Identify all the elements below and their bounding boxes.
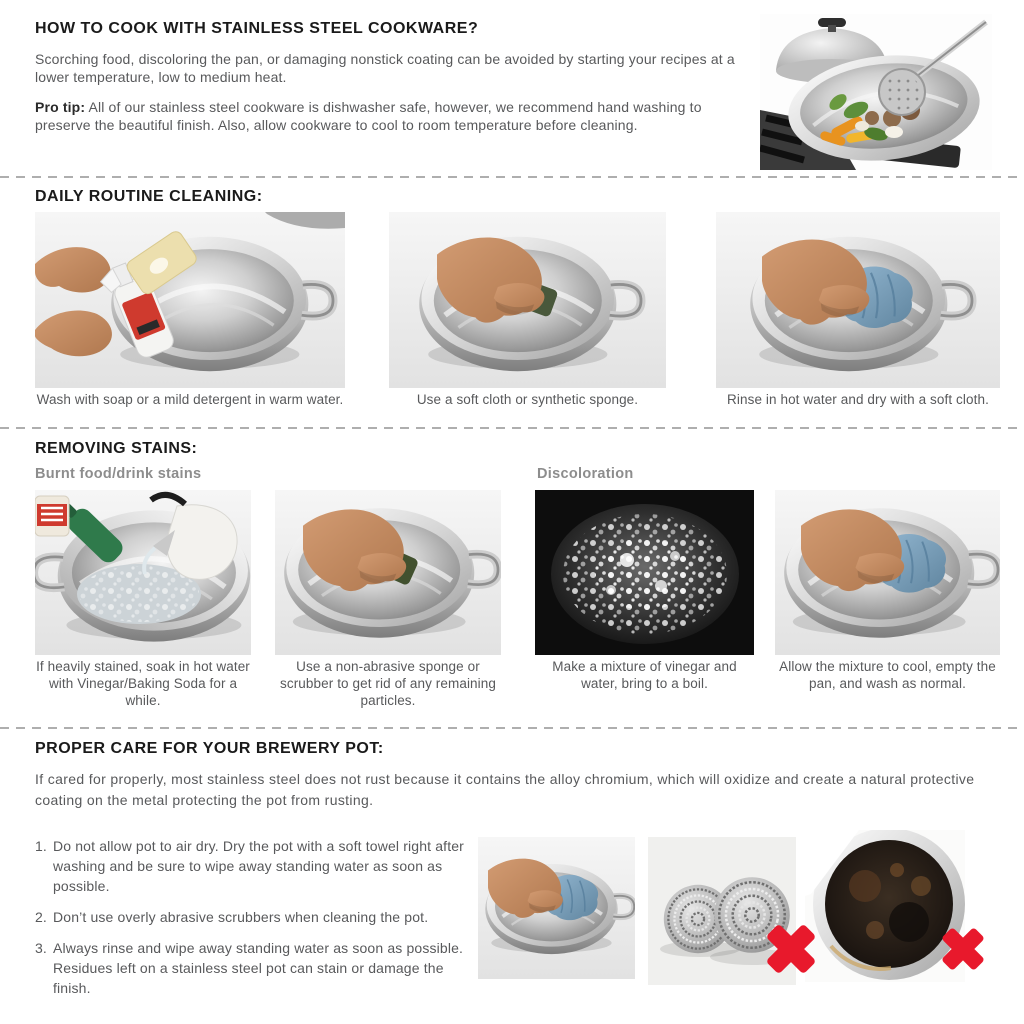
section-heading-how-to-cook: HOW TO COOK WITH STAINLESS STEEL COOKWARE? [35, 20, 479, 37]
red-x-icon [762, 920, 820, 978]
dashed-divider-2 [0, 427, 1024, 429]
proper-care-paragraph: If cared for properly, most stainless steel does not rust because it contains the alloy chromium, which will oxidize and create a natural protective coating on the metal protecting the pot from rusting. [35, 771, 975, 808]
care-list-item-3 [35, 938, 473, 998]
section-heading-removing-stains: REMOVING STAINS: [35, 440, 198, 457]
wash-with-detergent-photo [35, 212, 345, 388]
pro-tip-paragraph [35, 98, 715, 134]
boiling-vinegar-water-photo [535, 490, 754, 655]
care-list [35, 836, 473, 1009]
how-to-cook-paragraph: Scorching food, discoloring the pan, or damaging nonstick coating can be avoided by starting your recipes at a lower temperature, low to medium heat. [35, 51, 735, 85]
list-text: Don’t use overly abrasive scrubbers when cleaning the pot. [53, 909, 429, 925]
dry-with-towel-photo [478, 837, 635, 979]
burnt-interior-shape [825, 840, 953, 968]
stains-caption-2: Use a non-abrasive sponge or scrubber to get rid of any remaining particles. [280, 659, 496, 708]
section-heading-daily-cleaning: DAILY ROUTINE CLEANING: [35, 188, 263, 205]
daily-caption-3: Rinse in hot water and dry with a soft cloth. [727, 392, 989, 407]
stains-caption-1: If heavily stained, soak in hot water with Vinegar/Baking Soda for a while. [36, 659, 250, 708]
subheading-discoloration: Discoloration [537, 466, 634, 482]
list-number: 1. [35, 838, 47, 854]
list-text: Do not allow pot to air dry. Dry the pot with a soft towel right after washing and be sure to wipe away standing water as soon as possible. [53, 838, 464, 894]
stains-caption-4: Allow the mixture to cool, empty the pan, and wash as normal. [779, 659, 996, 691]
list-text: Always rinse and wipe away standing water as soon as possible. Residues left on a stainless steel pot can stain or damage the finish. [53, 940, 464, 996]
dashed-divider-1 [0, 176, 1024, 178]
care-list-item-1 [35, 836, 473, 896]
dashed-divider-3 [0, 727, 1024, 729]
non-abrasive-sponge-photo [275, 490, 501, 655]
stains-caption-3: Make a mixture of vinegar and water, bring to a boil. [552, 659, 737, 691]
soft-sponge-photo [389, 212, 666, 388]
pro-tip-label: Pro tip: [35, 99, 86, 115]
section-heading-proper-care: PROPER CARE FOR YOUR BREWERY POT: [35, 740, 384, 757]
soak-vinegar-baking-soda-photo [35, 490, 251, 655]
care-list-item-2 [35, 907, 473, 927]
rinse-and-dry-photo [716, 212, 1000, 388]
cool-empty-wash-photo [775, 490, 1000, 655]
stir-fry-wok-photo [760, 14, 992, 170]
subheading-burnt-stains: Burnt food/drink stains [35, 466, 202, 482]
daily-caption-2: Use a soft cloth or synthetic sponge. [416, 392, 639, 407]
list-number: 2. [35, 909, 47, 925]
list-number: 3. [35, 940, 47, 956]
pro-tip-text: All of our stainless steel cookware is dishwasher safe, however, we recommend hand washing to preserve the beautiful finish. Also, allow cookware to cool to room temperature before cleaning. [35, 99, 702, 133]
sauce-bottle-shape [35, 496, 69, 536]
daily-caption-1: Wash with soap or a mild detergent in warm water. [36, 392, 344, 407]
red-x-icon [938, 924, 988, 974]
